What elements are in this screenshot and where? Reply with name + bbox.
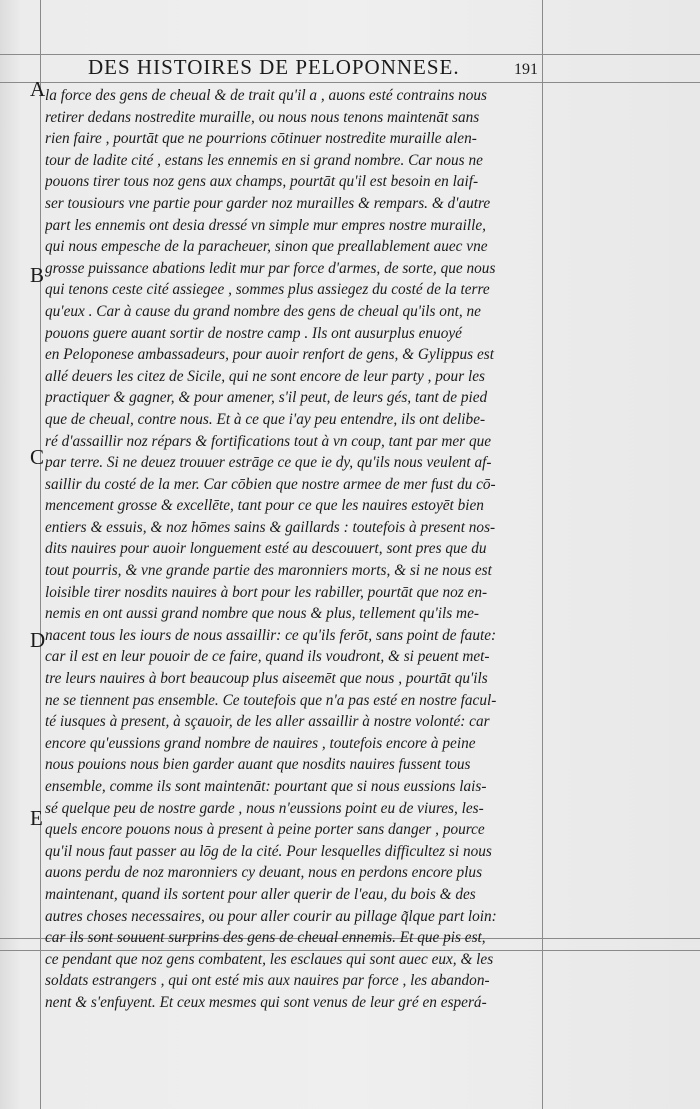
text-line: car il est en leur pouoir de ce faire, quand ils voudront, & si peuent met- (45, 648, 490, 666)
text-line: tout pourris, & vne grande partie des maronniers morts, & si ne nous est (45, 562, 492, 580)
text-line: part les ennemis ont desia dressé vn simple mur empres nostre muraille, (45, 216, 487, 234)
text-line: qu'eux . Car à cause du grand nombre des gens de cheual qu'ils ont, ne (45, 302, 481, 320)
text-line: nemis en ont aussi grand nombre que nous & plus, tellement qu'ils me- (45, 605, 479, 623)
text-line: tre leurs nauires à bort beaucoup plus aiseemēt que nous , pourtāt qu'ils (45, 670, 488, 688)
text-line: retirer dedans nostredite muraille, ou nous nous tenons maintenāt sans (45, 108, 480, 126)
text-line: soldats estrangers , qui ont esté mis aux nauires par force , les abandon- (45, 972, 490, 990)
text-line: practiquer & gagner, & pour amener, s'il peut, de leurs gés, tant de pied (45, 389, 488, 407)
right-frame-rule (542, 0, 543, 1109)
running-title: DES HISTOIRES DE PELOPONNESE. (88, 55, 460, 79)
text-line: ce pendant que noz gens combatent, les esclaues qui sont auec eux, & les (45, 950, 494, 968)
text-line: té iusques à present, à sçauoir, de les aller assaillir à nostre volonté: car (45, 713, 490, 731)
margin-letter-e: E (30, 806, 43, 830)
text-line: pouons guere auant sortir de nostre camp . Ils ont ausurplus enuoyé (45, 324, 462, 342)
text-line: nous pouions nous bien garder auant que nosdits nauires fussent tous (45, 756, 471, 774)
text-line: par terre. Si ne deuez trouuer estrāge ce que ie dy, qu'ils nous veulent af- (45, 454, 492, 472)
text-line: saillir du costé de la mer. Car cōbien que nostre armee de mer fust du cō- (45, 475, 496, 493)
text-line: car ils sont souuent surprins des gens de cheual ennemis. Et que pis est, (45, 929, 486, 947)
text-line: maintenant, quand ils sortent pour aller querir de l'eau, du bois & des (45, 885, 476, 903)
text-line: autres choses necessaires, ou pour aller courir au pillage q̃lque part loin: (45, 907, 497, 925)
text-line: entiers & essuis, & noz hōmes sains & gaillards : toutefois à present nos- (45, 518, 496, 536)
margin-letter-a: A (30, 77, 46, 101)
text-line: encore qu'eussions grand nombre de nauires , toutefois encore à peine (45, 734, 476, 752)
text-line: ser tousiours vne partie pour garder noz murailles & rempars. & d'autre (45, 194, 491, 212)
text-line: ensemble, comme ils sont maintenāt: pourtant que si nous eussions lais- (45, 778, 487, 795)
text-line: ne se tiennent pas ensemble. Ce toutefois que n'a pas esté en nostre facul- (45, 691, 497, 709)
text-line: qui tenons ceste cité assiegee , sommes plus assiegez du costé de la terre (45, 281, 490, 299)
text-line: en Peloponese ambassadeurs, pour auoir renfort de gens, & Gylippus est (45, 346, 494, 364)
text-line: qui nous empesche de la paracheuer, sinon que preallablement auec vne (45, 238, 488, 256)
margin-letter-b: B (30, 263, 45, 287)
text-line: loisible tirer nosdits nauires à bort pour les rabiller, pourtāt que noz en- (45, 583, 488, 601)
text-line: auons perdu de noz maronniers cy deuant, nous en perdons encore plus (45, 864, 483, 882)
margin-letter-d: D (30, 628, 46, 652)
text-line: pouons tirer tous noz gens aux champs, pourtāt qu'il est besoin en laif- (45, 173, 479, 191)
text-line: nacent tous les iours de nous assaillir: ce qu'ils ferōt, sans point de faute: (45, 626, 497, 644)
margin-letter-c: C (30, 445, 45, 469)
text-line: allé deuers les citez de Sicile, qui ne sont encore de leur party , pour les (45, 367, 485, 385)
text-line: rien faire , pourtāt que ne pourrions cōtinuer nostredite muraille alen- (45, 130, 477, 148)
text-line: tour de ladite cité , estans les ennemis en si grand nombre. Car nous ne (45, 151, 483, 169)
text-line: ré d'assaillir noz répars & fortifications tout à vn coup, tant par mer que (45, 432, 492, 450)
text-line: sé quelque peu de nostre garde , nous n'eussions point eu de viures, les- (45, 799, 484, 817)
body-text (45, 85, 540, 1014)
text-line: la force des gens de cheual & de trait qu'il a , auons esté contrains nous (45, 87, 488, 104)
text-line: mencement grosse & excellēte, tant pour ce que les nauires estoyēt bien (45, 497, 484, 515)
left-frame-rule (40, 0, 41, 1109)
text-line: dits nauires pour auoir longuement esté au descouuert, sont pres que du (45, 540, 487, 558)
text-line: nent & s'enfuyent. Et ceux mesmes qui sont venus de leur gré en esperá- (45, 993, 487, 1011)
text-line: qu'il nous faut passer au lōg de la cité. Pour lesquelles difficultez si nous (45, 842, 492, 860)
text-line: quels encore pouons nous à present à peine porter sans danger , pource (45, 821, 485, 839)
page-number: 191 (514, 61, 538, 78)
text-line: grosse puissance abations ledit mur par force d'armes, de sorte, que nous (45, 259, 496, 277)
header-bottom-rule (0, 82, 700, 83)
text-line: que de cheual, contre nous. Et à ce que i'ay peu entendre, ils ont delibe- (45, 410, 486, 428)
